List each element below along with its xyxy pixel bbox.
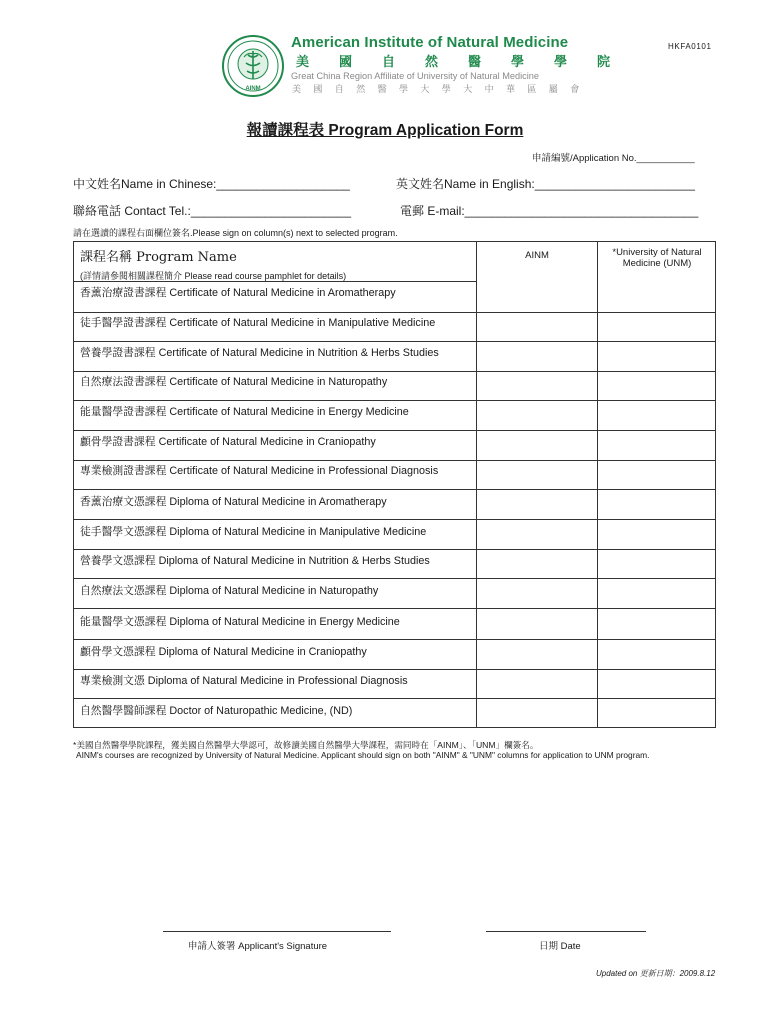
program-row-label: 香薰治療文憑課程 Diploma of Natural Medicine in Aromatherapy [80, 496, 387, 508]
row-line [73, 608, 716, 609]
applicant-signature-line[interactable] [163, 931, 391, 932]
program-row-label: 顱骨學文憑課程 Diploma of Natural Medicine in Craniopathy [80, 646, 367, 658]
program-row-label: 自然療法文憑課程 Diploma of Natural Medicine in Naturopathy [80, 585, 379, 597]
row-line [73, 341, 716, 342]
column-header-program-note: (詳情請參閱相關課程簡介 Please read course pamphlet for details) [80, 271, 347, 281]
program-row-label: 顱骨學證書課程 Certificate of Natural Medicine in Craniopathy [80, 436, 376, 448]
column-header-program: 課程名稱 Program Name [80, 250, 237, 265]
sign-instruction: 請在選讀的課程右面欄位簽名.Please sign on column(s) next to selected program. [73, 228, 398, 238]
applicant-signature-label: 申請人簽署 Applicant's Signature [188, 941, 328, 952]
column-header-unm [598, 247, 716, 269]
organization-name-zh: 美國自然醫學學院 [296, 55, 641, 70]
program-row-label: 香薰治療證書課程 Certificate of Natural Medicine in Aromatherapy [80, 287, 396, 299]
program-row-label: 能量醫學證書課程 Certificate of Natural Medicine in Energy Medicine [80, 406, 409, 418]
application-number-field[interactable]: 申請編號/Application No.___________ [532, 153, 695, 164]
column-header-ainm: AINM [525, 250, 549, 261]
organization-name-en: American Institute of Natural Medicine [291, 34, 569, 51]
row-line [73, 669, 716, 670]
row-line [73, 519, 716, 520]
seal-text: AINM [245, 86, 261, 92]
date-line[interactable] [486, 931, 646, 932]
date-label: 日期 Date [539, 941, 581, 952]
contact-tel-field[interactable]: 聯絡電話 Contact Tel.:________________________ [73, 204, 351, 218]
program-row-label: 能量醫學文憑課程 Diploma of Natural Medicine in Energy Medicine [80, 616, 400, 628]
column-header-unm-line2: Medicine (UNM) [622, 258, 692, 269]
form-code: HKFA0101 [668, 42, 712, 51]
program-row-label: 專業檢測證書課程 Certificate of Natural Medicine in Professional Diagnosis [80, 465, 439, 477]
row-line [73, 639, 716, 640]
updated-date: Updated on 更新日期：2009.8.12 [596, 969, 716, 978]
row-line [73, 460, 716, 461]
program-row-label: 營養學證書課程 Certificate of Natural Medicine in Nutrition & Herbs Studies [80, 347, 439, 359]
row-line [73, 400, 716, 401]
footnote-zh: *美國自然醫學學院課程，獲美國自然醫學大學認可，故修讀美國自然醫學大學課程，需同時在「AINM」、「UNM」欄簽名。 [73, 740, 539, 750]
row-line [73, 371, 716, 372]
row-line [73, 489, 716, 490]
table-divider-ainm [476, 241, 477, 728]
row-line [73, 312, 716, 313]
program-row-label: 徒手醫學文憑課程 Diploma of Natural Medicine in Manipulative Medicine [80, 526, 427, 538]
email-field[interactable]: 電郵 E-mail:___________________________________ [400, 204, 699, 218]
affiliate-name-zh: 美國自然醫學大學大中華區屬會 [292, 85, 592, 95]
name-chinese-field[interactable]: 中文姓名Name in Chinese:____________________ [73, 177, 350, 191]
table-divider-unm [597, 241, 598, 728]
affiliate-name-en: Great China Region Affiliate of University of Natural Medicine [291, 71, 540, 81]
row-line [73, 578, 716, 579]
footnote-en: AINM's courses are recognized by University of Natural Medicine. Applicant should sign on both "AINM" & "UNM" columns for application to UNM program. [76, 750, 650, 760]
institute-seal-logo [222, 35, 284, 97]
row-line [73, 549, 716, 550]
program-row-label: 徒手醫學證書課程 Certificate of Natural Medicine in Manipulative Medicine [80, 317, 436, 329]
row-line [73, 430, 716, 431]
program-row-label: 自然醫學醫師課程 Doctor of Naturopathic Medicine, (ND) [80, 705, 353, 717]
program-row-label: 專業檢測文憑 Diploma of Natural Medicine in Professional Diagnosis [80, 675, 408, 687]
row-line [73, 698, 716, 699]
page-title: 報讀課程表 Program Application Form [246, 122, 524, 139]
program-row-label: 自然療法證書課程 Certificate of Natural Medicine in Naturopathy [80, 376, 388, 388]
column-header-unm-line1: *University of Natural [612, 247, 702, 258]
name-english-field[interactable]: 英文姓名Name in English:________________________ [396, 177, 695, 191]
program-row-label: 營養學文憑課程 Diploma of Natural Medicine in Nutrition & Herbs Studies [80, 555, 430, 567]
